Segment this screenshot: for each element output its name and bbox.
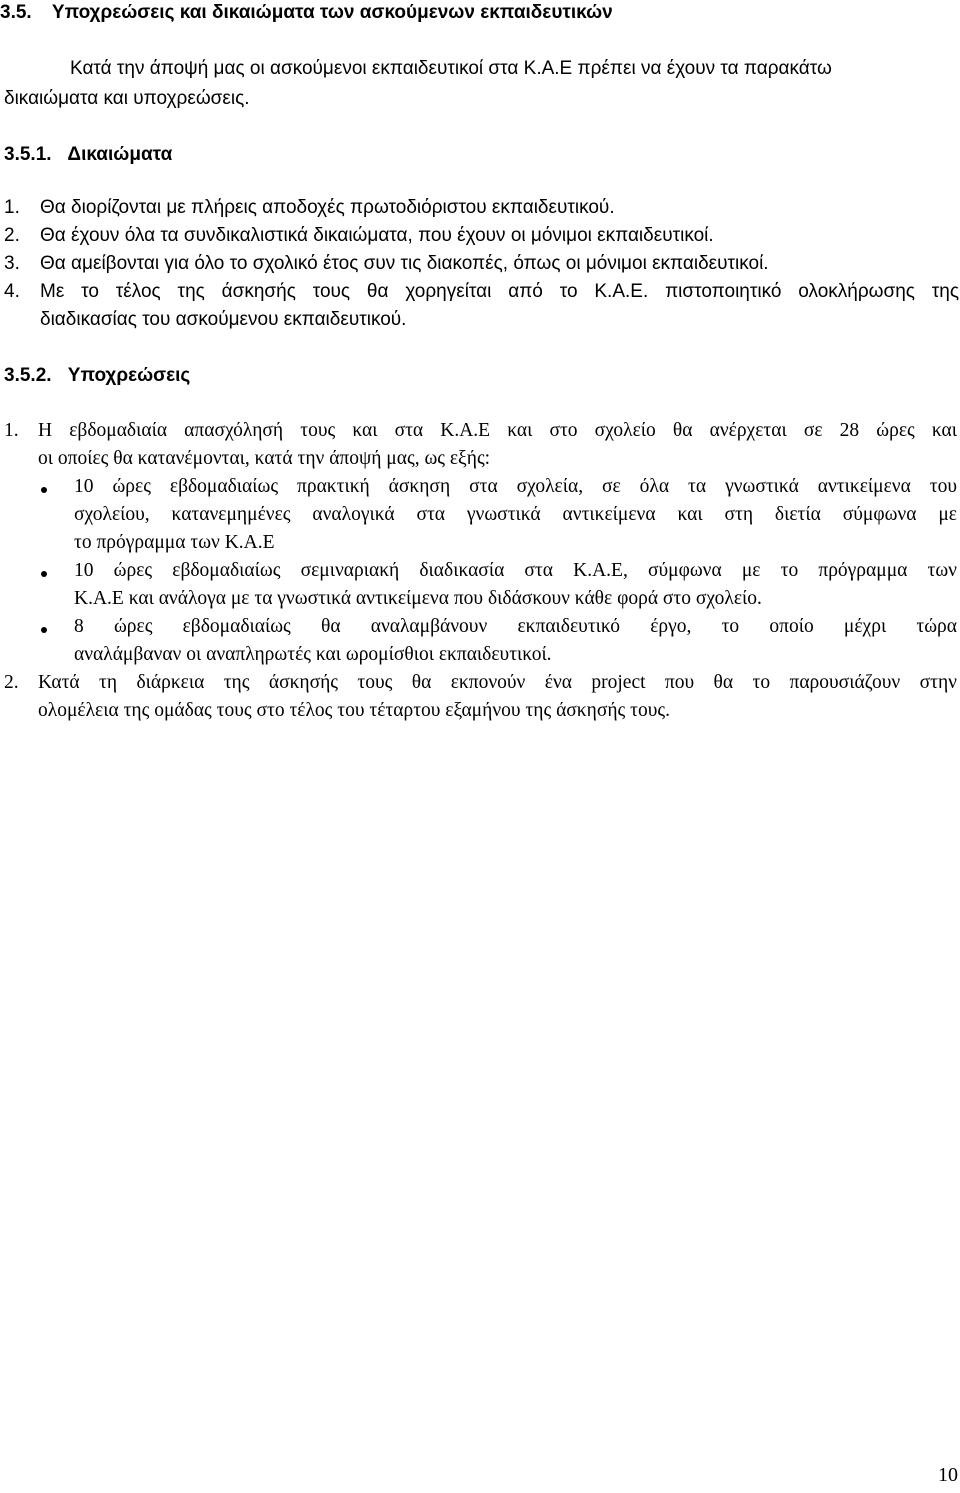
bullet-3-line-1: 8 ώρες εβδομαδιαίως θα αναλαμβάνουν εκπαιδευτικό έργο, το οποίο μέχρι τώρα [74,616,957,637]
intro-line-2: δικαιώματα και υποχρεώσεις. [4,88,250,109]
obligations-item-1-line-1: Η εβδομαδιαία απασχόλησή τους και στα Κ.Α.Ε και στο σχολείο θα ανέρχεται σε 28 ώρες και [38,420,957,441]
bullet-icon [41,487,47,493]
bullet-1-line-1: 10 ώρες εβδομαδιαίως πρακτική άσκηση στα σχολεία, σε όλα τα γνωστικά αντικείμενα του [74,476,957,497]
rights-item-text: Θα διορίζονται με πλήρεις αποδοχές πρωτοδιόριστου εκπαιδευτικού. [40,197,615,218]
obligations-number: 3.5.2. [4,365,52,386]
bullet-icon [41,571,47,577]
rights-number: 3.5.1. [4,144,52,165]
rights-item-1 [4,197,904,221]
obligations-item-1-line-2: οι οποίες θα κατανέμονται, κατά την άποψή μας, ως εξής: [38,448,491,469]
rights-item-text-cont: διαδικασίας του ασκούμενου εκπαιδευτικού. [40,309,407,330]
rights-item-number: 4. [4,281,20,302]
section-number: 3.5. [0,2,32,23]
section-heading [0,2,613,24]
bullet-2-line-2: Κ.Α.Ε και ανάλογα με τα γνωστικά αντικείμενα που διδάσκουν κάθε φορά στο σχολείο. [74,588,762,609]
rights-item-text: Θα έχουν όλα τα συνδικαλιστικά δικαιώματα, που έχουν οι μόνιμοι εκπαιδευτικοί. [40,225,714,246]
page-number: 10 [938,1464,958,1486]
obligations-item-2-line-2: ολομέλεια της ομάδας τους στο τέλος του τέταρτου εξαμήνου της άσκησής τους. [38,700,670,721]
obligations-title: Υποχρεώσεις [67,365,191,386]
rights-item-4 [4,281,959,335]
rights-item-text: Θα αμείβονται για όλο το σχολικό έτος συν τις διακοπές, όπως οι μόνιμοι εκπαιδευτικοί. [40,253,769,274]
bullet-icon [41,627,47,633]
rights-heading [4,144,172,166]
bullet-2-line-1: 10 ώρες εβδομαδιαίως σεμιναριακή διαδικασία στα Κ.Α.Ε, σύμφωνα με το πρόγραμμα των [74,560,957,581]
rights-item-2 [4,225,904,249]
obligations-item-2-line-1: Κατά τη διάρκεια της άσκησής τους θα εκπονούν ένα project που θα το παρουσιάζουν στην [38,672,957,693]
obligations-item-1-number: 1. [4,420,19,441]
rights-item-number: 1. [4,197,20,218]
bullet-1-line-2: σχολείου, κατανεμημένες αναλογικά στα γνωστικά αντικείμενα και στη διετία σύμφωνα με [74,504,957,525]
intro-line-1: Κατά την άποψή μας οι ασκούμενοι εκπαιδευτικοί στα Κ.Α.Ε πρέπει να έχουν τα παρακάτω [70,58,832,79]
bullet-1-line-3: το πρόγραμμα των Κ.Α.Ε [74,532,275,553]
rights-item-3 [4,253,904,277]
obligations-item-2-number: 2. [4,672,19,693]
rights-item-number: 3. [4,253,20,274]
section-title: Υποχρεώσεις και δικαιώματα των ασκούμενων εκπαιδευτικών [51,2,613,23]
rights-item-number: 2. [4,225,20,246]
bullet-3-line-2: αναλάμβαναν οι αναπληρωτές και ωρομίσθιοι εκπαιδευτικοί. [74,644,552,665]
rights-title: Δικαιώματα [67,144,173,165]
rights-item-text: Με το τέλος της άσκησής τους θα χορηγείται από το Κ.Α.Ε. πιστοποιητικό ολοκλήρωσης της [40,281,959,302]
obligations-heading [4,365,190,387]
